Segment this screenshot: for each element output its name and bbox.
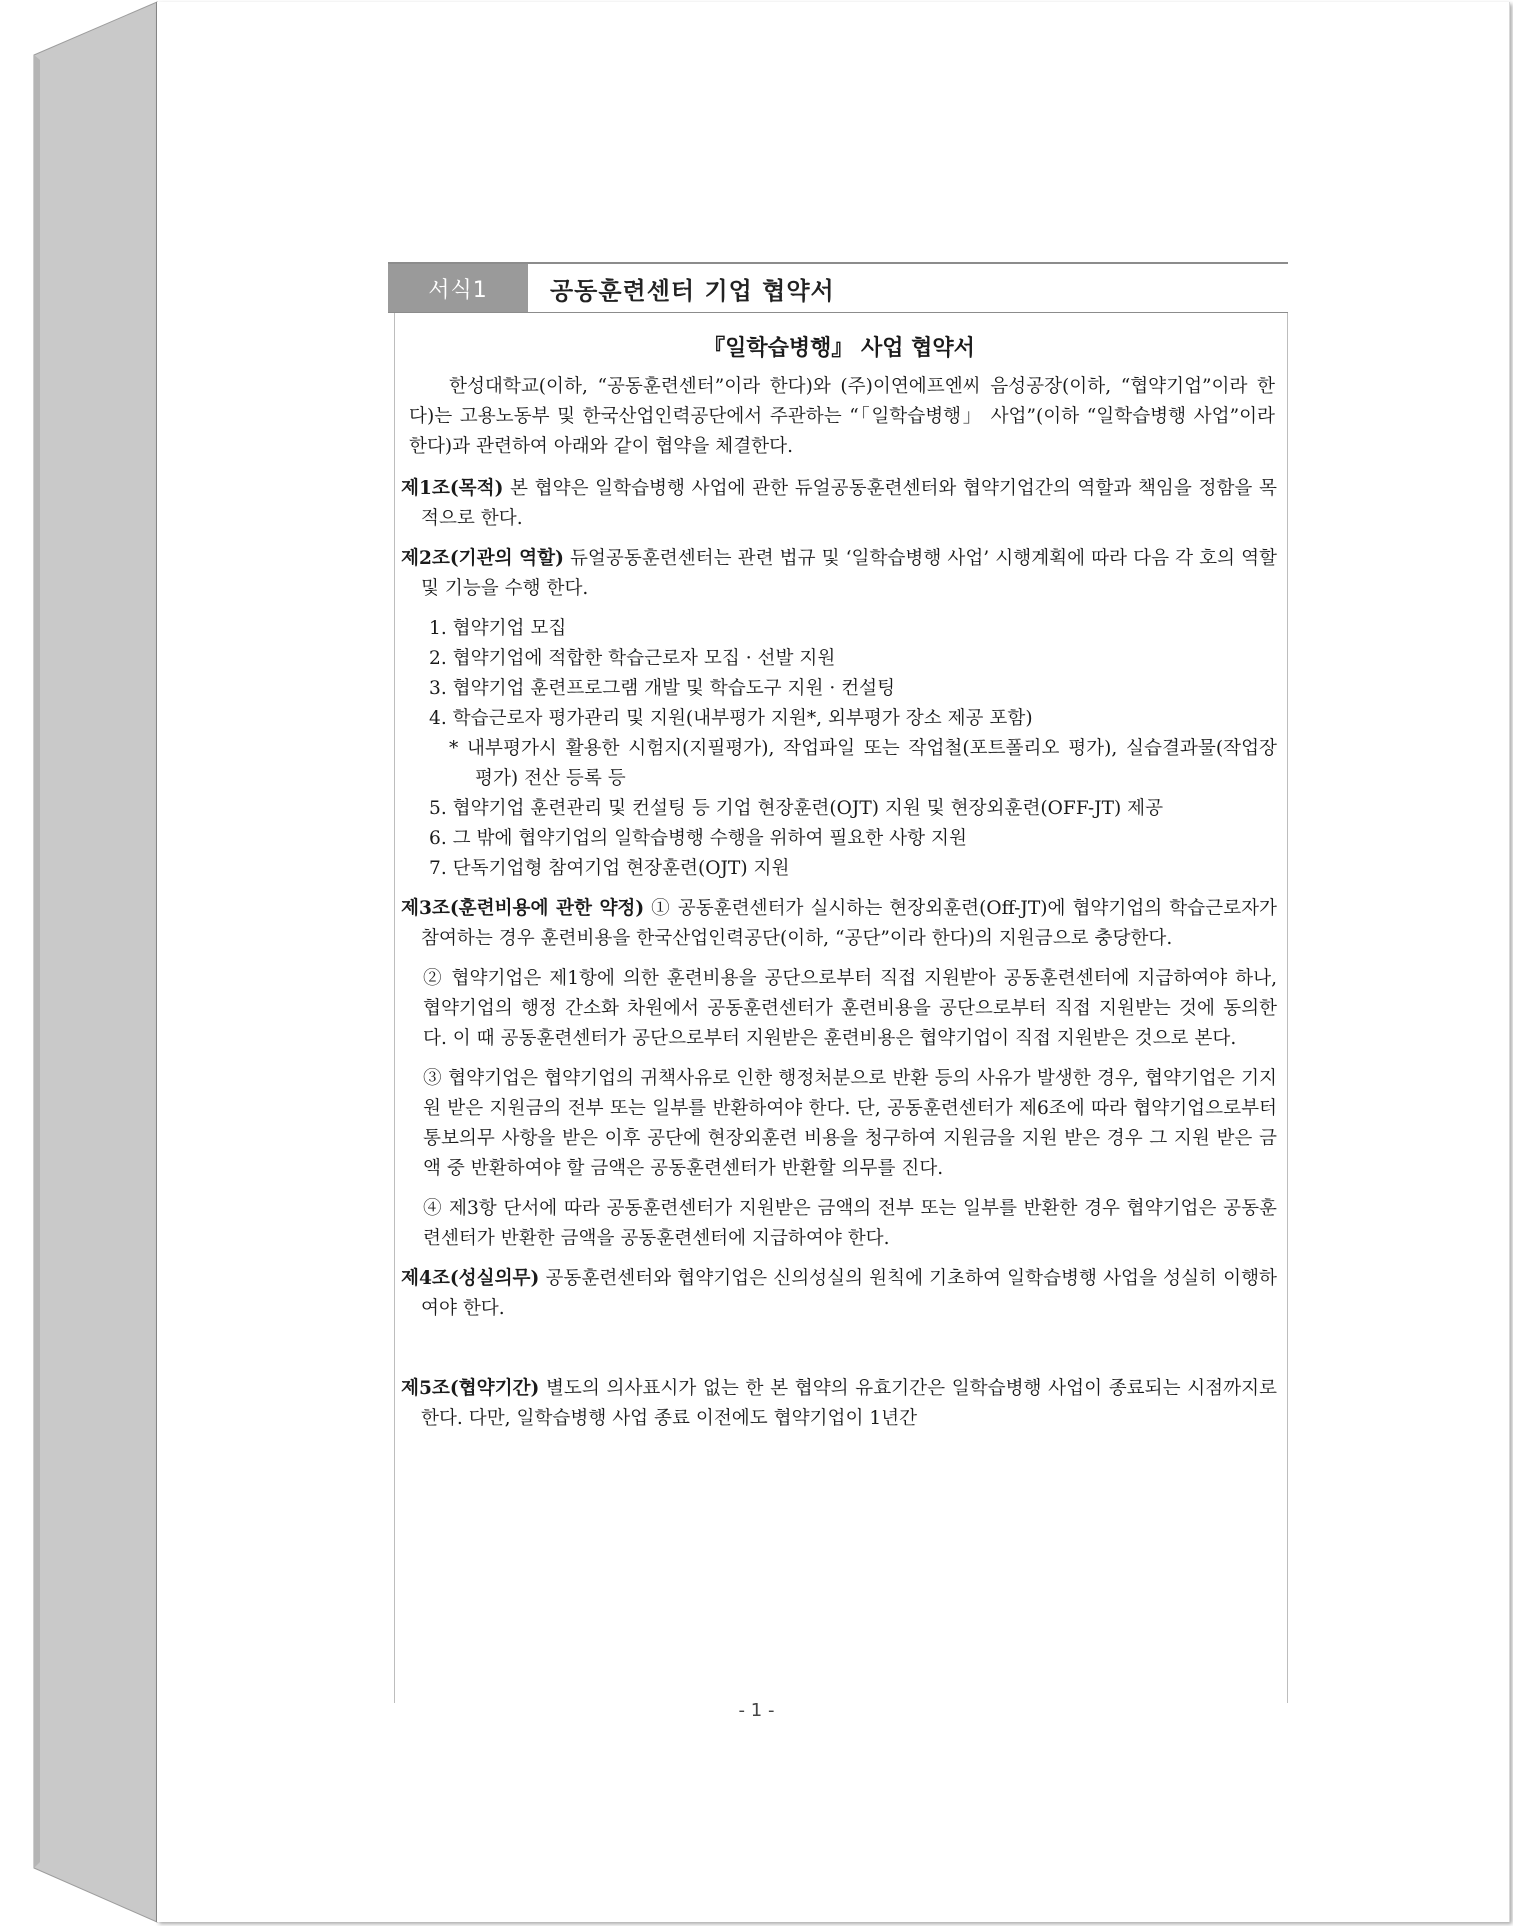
document-title: 『일학습병행』 사업 협약서 xyxy=(703,336,975,361)
article-heading: 제1조(목적) xyxy=(401,478,504,499)
article-text: 듀얼공동훈련센터는 관련 법규 및 ‘일학습병행 사업’ 시행계획에 따라 다음 각 호의 역할 및 기능을 수행 한다. xyxy=(421,548,1277,599)
article-5 xyxy=(401,1374,1277,1434)
article-text: ① 공동훈련센터가 실시하는 현장외훈련(Off-JT)에 협약기업의 학습근로자가 참여하는 경우 훈련비용을 한국산업인력공단(이하, “공단”이라 한다)의 지원금으로 충당한다. xyxy=(421,898,1277,949)
list-item: 7. 단독기업형 참여기업 현장훈련(OJT) 지원 xyxy=(429,858,790,879)
agreement-document xyxy=(388,262,1288,1703)
list-footnote: * 내부평가시 활용한 시험지(지필평가), 작업파일 또는 작업철(포트폴리오 평가), 실습결과물(작업장 평가) 전산 등록 등 xyxy=(449,738,1277,789)
article-text: 공동훈련센터와 협약기업은 신의성실의 원칙에 기초하여 일학습병행 사업을 성실히 이행하여야 한다. xyxy=(421,1268,1277,1319)
article-text: 본 협약은 일학습병행 사업에 관한 듀얼공동훈련센터와 협약기업간의 역할과 책임을 정함을 목적으로 한다. xyxy=(421,478,1277,529)
list-item: 6. 그 밖에 협약기업의 일학습병행 수행을 위하여 필요한 사항 지원 xyxy=(429,828,967,849)
article-heading: 제5조(협약기간) xyxy=(401,1378,540,1399)
role-list xyxy=(401,614,1277,884)
list-item: 5. 협약기업 훈련관리 및 컨설팅 등 기업 현장훈련(OJT) 지원 및 현장외훈련(OFF-JT) 제공 xyxy=(429,798,1164,819)
article-4 xyxy=(401,1264,1277,1324)
document-body xyxy=(394,313,1288,1703)
list-item: 4. 학습근로자 평가관리 및 지원(내부평가 지원*, 외부평가 장소 제공 포함) xyxy=(429,708,1033,729)
article-heading: 제3조(훈련비용에 관한 약정) xyxy=(401,898,645,919)
form-tag: 서식1 xyxy=(388,264,528,312)
article-text: 별도의 의사표시가 없는 한 본 협약의 유효기간은 일학습병행 사업이 종료되는 시점까지로 한다. 다만, 일학습병행 사업 종료 이전에도 협약기업이 1년간 xyxy=(421,1378,1277,1429)
article-3-clause-2: ② 협약기업은 제1항에 의한 훈련비용을 공단으로부터 직접 지원받아 공동훈련센터에 지급하여야 하나, 협약기업의 행정 간소화 차원에서 공동훈련센터가 훈련비용을 공단으로부터 직접 지원받는 것에 동의한다. 이 때 공동훈련센터가 공단으로부터 지원받은 훈련비용은 협약기업이 직접 지원받은 것으로 본다. xyxy=(423,968,1277,1049)
intro-paragraph: 한성대학교(이하, “공동훈련센터”이라 한다)와 (주)이연에프엔씨 음성공장(이하, “협약기업”이라 한다)는 고용노동부 및 한국산업인력공단에서 주관하는 “「일학습병행」 사업”(이하 “일학습병행 사업”이라 한다)과 관련하여 아래와 같이 협약을 체결한다. xyxy=(409,376,1275,457)
page-number: - 1 - xyxy=(738,1700,775,1721)
list-item: 1. 협약기업 모집 xyxy=(429,618,567,639)
article-2 xyxy=(401,544,1277,604)
form-header-title: 공동훈련센터 기업 협약서 xyxy=(550,276,835,305)
spacer xyxy=(401,1334,1277,1374)
article-1 xyxy=(401,474,1277,534)
article-heading: 제2조(기관의 역할) xyxy=(401,548,564,569)
list-item: 3. 협약기업 훈련프로그램 개발 및 학습도구 지원 · 컨설팅 xyxy=(429,678,896,699)
article-heading: 제4조(성실의무) xyxy=(401,1268,540,1289)
article-3 xyxy=(401,894,1277,954)
form-header xyxy=(388,262,1288,313)
list-item: 2. 협약기업에 적합한 학습근로자 모집 · 선발 지원 xyxy=(429,648,836,669)
article-3-clause-3: ③ 협약기업은 협약기업의 귀책사유로 인한 행정처분으로 반환 등의 사유가 발생한 경우, 협약기업은 기지원 받은 지원금의 전부 또는 일부를 반환하여야 한다. 단, 공동훈련센터가 제6조에 따라 협약기업으로부터 통보의무 사항을 받은 이후 공단에 현장외훈련 비용을 청구하여 지원금을 지원 받은 경우 그 지원 받은 금액 중 반환하여야 할 금액은 공동훈련센터가 반환할 의무를 진다. xyxy=(423,1068,1277,1179)
article-3-clause-4: ④ 제3항 단서에 따라 공동훈련센터가 지원받은 금액의 전부 또는 일부를 반환한 경우 협약기업은 공동훈련센터가 반환한 금액을 공동훈련센터에 지급하여야 한다. xyxy=(423,1198,1277,1249)
